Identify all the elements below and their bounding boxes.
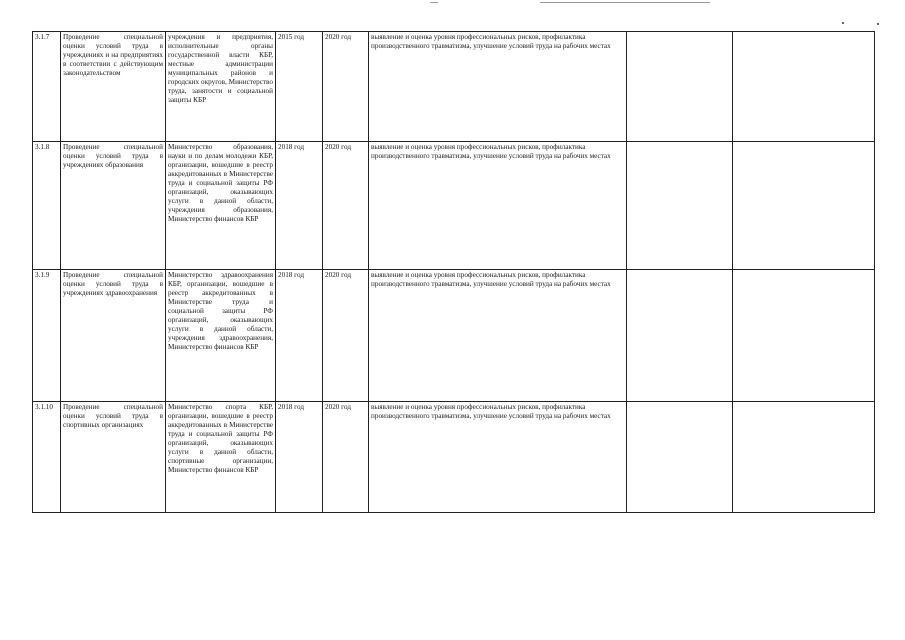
extra-cell-2	[733, 402, 875, 513]
measures-table	[32, 31, 875, 513]
result-cell: выявление и оценка уровня профессиональных рисков, профилактика производственного травматизма, улучшение условий труда на рабочих местах	[369, 270, 627, 402]
extra-cell-1	[627, 270, 733, 402]
table-row	[33, 142, 875, 270]
start-year-cell: 2018 год	[276, 270, 323, 402]
measure-cell: Проведение специальной оценки условий труда в учреждениях и на предприятиях в соответствии с действующим законодательством	[61, 32, 166, 142]
executors-cell: Министерство спорта КБР, организации, вошедшие в реестр аккредитованных в Министерстве труда и социальной защиты РФ организаций, оказывающих услуги в данной области, спортивные организации, Министерство финансов КБР	[166, 402, 276, 513]
measure-cell: Проведение специальной оценки условий труда в учреждениях здравоохранения	[61, 270, 166, 402]
start-year-cell: 2015 год	[276, 32, 323, 142]
row-number: 3.1.8	[33, 142, 61, 270]
scan-edge-artifacts	[0, 0, 905, 12]
measure-cell: Проведение специальной оценки условий труда в спортивных организациях	[61, 402, 166, 513]
executors-cell: Министерство образования, науки и по делам молодежи КБР, организации, вошедшие в реестр аккредитованных в Министерстве труда и социальной защиты РФ организаций, оказывающих услуги в данной области, учреждения образования, Министерство финансов КБР	[166, 142, 276, 270]
table-row	[33, 270, 875, 402]
extra-cell-1	[627, 402, 733, 513]
extra-cell-2	[733, 270, 875, 402]
row-number: 3.1.10	[33, 402, 61, 513]
measure-cell: Проведение специальной оценки условий труда в учреждениях образования	[61, 142, 166, 270]
extra-cell-1	[627, 32, 733, 142]
row-number: 3.1.9	[33, 270, 61, 402]
scan-speck	[877, 23, 879, 25]
extra-cell-2	[733, 142, 875, 270]
start-year-cell: 2018 год	[276, 142, 323, 270]
executors-cell: учреждения и предприятия, исполнительные органы государственной власти КБР, местные администрации муниципальных районов и городских округов, Министерство труда, занятости и социальной защиты КБР	[166, 32, 276, 142]
end-year-cell: 2020 год	[323, 142, 369, 270]
table-row	[33, 32, 875, 142]
extra-cell-2	[733, 32, 875, 142]
end-year-cell: 2020 год	[323, 32, 369, 142]
start-year-cell: 2018 год	[276, 402, 323, 513]
end-year-cell: 2020 год	[323, 270, 369, 402]
result-cell: выявление и оценка уровня профессиональных рисков, профилактика производственного травматизма, улучшение условий труда на рабочих местах	[369, 142, 627, 270]
executors-cell: Министерство здравоохранения КБР, организации, вошедшие в реестр аккредитованных в Министерстве труда и социальной защиты РФ организаций, оказывающих услуги в данной области, учреждения здравоохранения, Министерство финансов КБР	[166, 270, 276, 402]
row-number: 3.1.7	[33, 32, 61, 142]
result-cell: выявление и оценка уровня профессиональных рисков, профилактика производственного травматизма, улучшение условий труда на рабочих местах	[369, 32, 627, 142]
end-year-cell: 2020 год	[323, 402, 369, 513]
scan-speck	[842, 22, 844, 24]
extra-cell-1	[627, 142, 733, 270]
result-cell: выявление и оценка уровня профессиональных рисков, профилактика производственного травматизма, улучшение условий труда на рабочих местах	[369, 402, 627, 513]
table-row	[33, 402, 875, 513]
